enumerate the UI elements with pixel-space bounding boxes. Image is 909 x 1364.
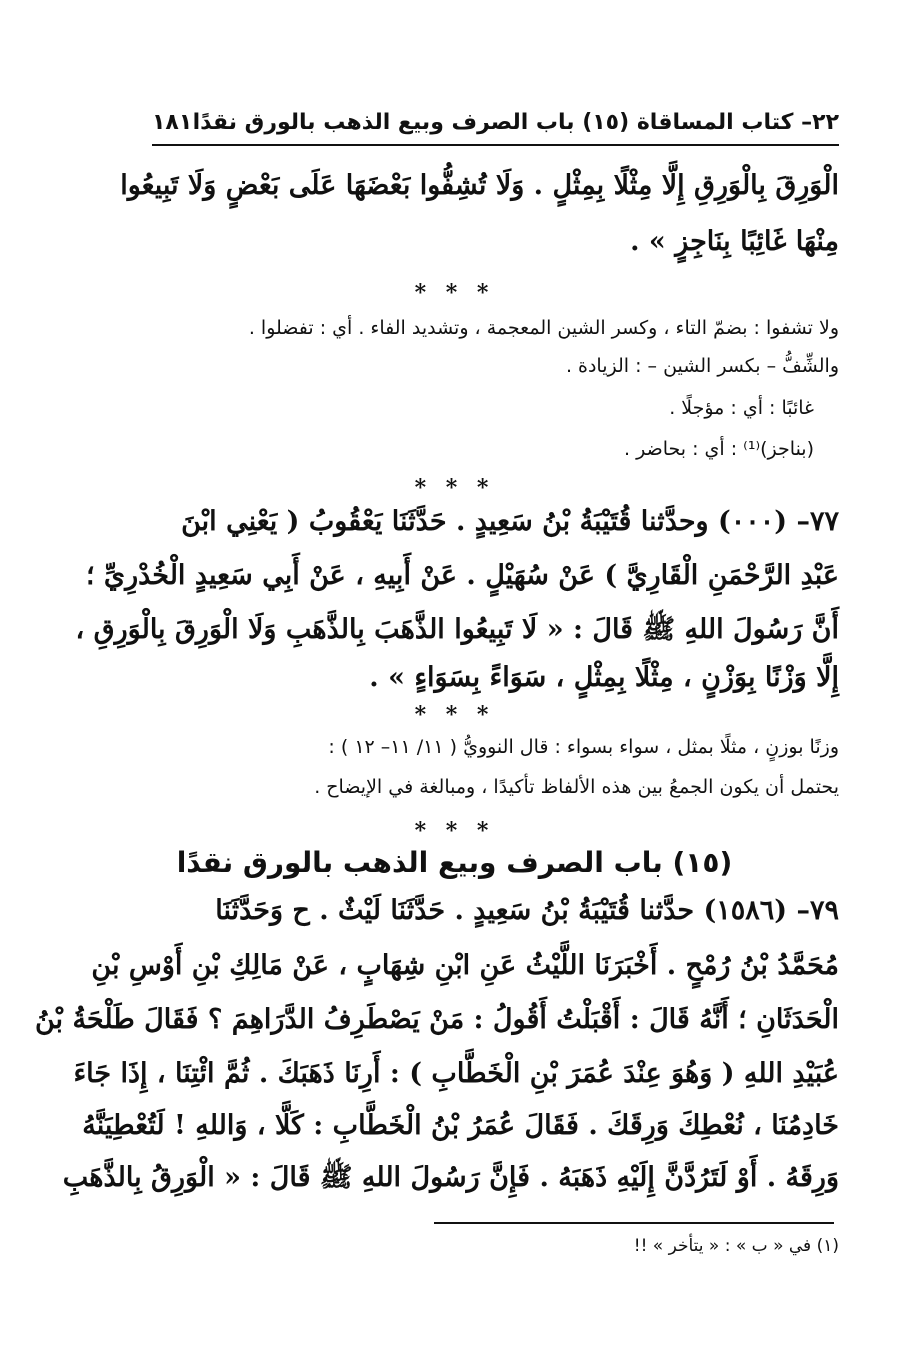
page-number: ١٨١ [152, 110, 193, 135]
hadith-line: إِلَّا وَزْنًا بِوَزْنٍ ، مِثْلًا بِمِثْلٍ ، سَوَاءً بِسَوَاءٍ » . [369, 662, 839, 693]
note-line: وزنًا بوزنٍ ، مثلًا بمثل ، سواء بسواء : قال النوويُّ ( ١١/ ١١– ١٢ ) : [328, 736, 839, 758]
hadith-line: عُبَيْدِ اللهِ ( وَهُوَ عِنْدَ عُمَرَ بْنِ الْخَطَّابِ ) : أَرِنَا ذَهَبَكَ . ثُمَّ ائْتِنَا ، إِذَا جَاءَ [73, 1058, 839, 1089]
section-separator: * * * [414, 702, 495, 728]
header-title: ٢٢– كتاب المساقاة (١٥) باب الصرف وبيع الذهب بالورق نقدًا [192, 110, 839, 135]
hadith-line: أَنَّ رَسُولَ اللهِ ﷺ قَالَ : « لَا تَبِيعُوا الذَّهَبَ بِالذَّهَبِ وَلَا الْوَرِقَ بِالْوَرِقِ ، [75, 614, 839, 645]
hadith-line: ٧٩– (١٥٨٦) حدَّثنا قُتَيْبَةُ بْنُ سَعِيدٍ . حَدَّثَنَا لَيْثٌ . ح وَحَدَّثَنَا [215, 895, 839, 926]
note-line: يحتمل أن يكون الجمعُ بين هذه الألفاظ تأكيدًا ، ومبالغة في الإيضاح . [314, 776, 839, 798]
hadith-line: وَرِقَهُ . أَوْ لَتَرُدَّنَّ إِلَيْهِ ذَهَبَهُ . فَإِنَّ رَسُولَ اللهِ ﷺ قَالَ : « الْوَرِقُ بِالذَّهَبِ [62, 1162, 839, 1193]
note-line: ولا تشفوا : بضمّ التاء ، وكسر الشين المعجمة ، وتشديد الفاء . أي : تفضلوا . [248, 317, 839, 339]
hadith-line: ٧٧– (٠٠٠) وحدَّثنا قُتَيْبَةُ بْنُ سَعِيدٍ . حَدَّثَنَا يَعْقُوبُ ( يَعْنِي ابْنَ [181, 506, 839, 537]
running-header [152, 108, 839, 146]
chapter-title: (١٥) باب الصرف وبيع الذهب بالورق نقدًا [176, 846, 733, 879]
note-line: والشِّفُّ – بكسر الشين – : الزيادة . [565, 355, 839, 377]
footnote-separator [434, 1222, 834, 1224]
note-line: غائبًا : أي : مؤجلًا . [669, 397, 814, 419]
section-separator: * * * [414, 280, 495, 306]
text-line: مِنْهَا غَائِبًا بِنَاجِزٍ » . [630, 226, 839, 257]
footnote: (١) في « ب » : « يتأخر » !! [633, 1236, 839, 1256]
hadith-line: خَادِمُنَا ، نُعْطِكَ وَرِقَكَ . فَقَالَ عُمَرُ بْنُ الْخَطَّابِ : كَلَّا ، وَاللهِ ! لَتُعْطِيَنَّهُ [82, 1110, 839, 1141]
section-separator: * * * [414, 475, 495, 501]
section-separator: * * * [414, 818, 495, 844]
hadith-line: الْحَدَثَانِ ؛ أَنَّهُ قَالَ : أَقْبَلْتُ أَقُولُ : مَنْ يَصْطَرِفُ الدَّرَاهِمَ ؟ فَقَالَ طَلْحَةُ بْنُ [34, 1004, 839, 1035]
note-line: (بناجز)⁽¹⁾ : أي : بحاضر . [624, 438, 814, 460]
hadith-line: عَبْدِ الرَّحْمَنِ الْقَارِيَّ ) عَنْ سُهَيْلٍ . عَنْ أَبِيهِ ، عَنْ أَبِي سَعِيدٍ الْخُدْرِيِّ ؛ [85, 560, 839, 591]
text-line: الْوَرِقَ بِالْوَرِقِ إِلَّا مِثْلًا بِمِثْلٍ . وَلَا تُشِفُّوا بَعْضَهَا عَلَى بَعْضٍ وَلَا تَبِيعُوا [120, 170, 839, 201]
hadith-line: مُحَمَّدُ بْنُ رُمْحٍ . أَخْبَرَنَا اللَّيْثُ عَنِ ابْنِ شِهَابٍ ، عَنْ مَالِكِ بْنِ أَوْسِ بْنِ [91, 950, 839, 981]
